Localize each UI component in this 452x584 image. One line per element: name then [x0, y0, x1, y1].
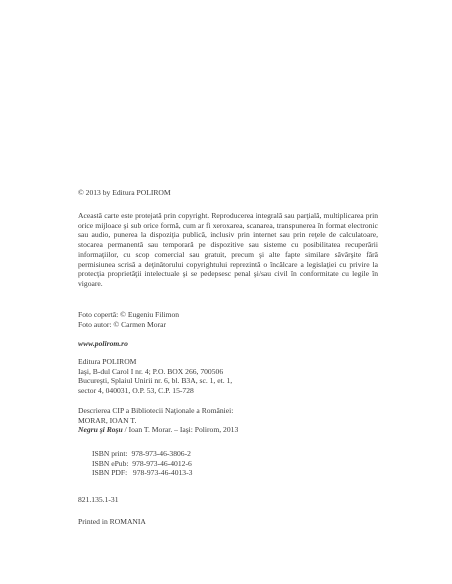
isbn-epub: ISBN ePub: 978-973-46-4012-6: [92, 458, 192, 468]
printed-in: Printed in ROMANIA: [78, 517, 146, 526]
copyright-line: © 2013 by Editura POLIROM: [78, 188, 171, 197]
author-photo-credit: Foto autor: © Carmen Morar: [78, 319, 167, 329]
publisher-website: www.polirom.ro: [78, 339, 128, 348]
publisher-address-line: sector 4, 040031, O.P. 53, C.P. 15-728: [78, 386, 194, 396]
book-title: Negru şi Roşu: [78, 425, 123, 435]
cip-title-line: [78, 425, 378, 435]
cip-author: MORAR, IOAN T.: [78, 415, 137, 425]
legal-notice: Această carte este protejată prin copyright. Reproducerea integrală sau parţială, multiplicarea prin orice mijloace şi sub orice formă, cum ar fi xeroxarea, scanarea, transpunerea în format electronic sau audio, punerea la dispoziţia publică, inclusiv prin internet sau prin reţele de calculatoare, stocarea permanentă sau temporară pe dispozitive sau sisteme cu posibilitatea recuperării informaţiilor, cu scop comercial sau gratuit, precum şi alte fapte similare săvârşite fără permisiunea scrisă a deţinătorului copyrightului reprezintă o încălcare a legislaţiei cu privire la protecţia proprietăţii intelectuale şi se pedepsesc penal şi/sau civil în conformitate cu legile în vigoare.: [78, 211, 378, 288]
classification-code: 821.135.1-31: [78, 495, 119, 504]
publisher-name: Editura POLIROM: [78, 357, 137, 366]
photo-credits: [78, 310, 378, 329]
publisher-address-line: Bucureşti, Splaiul Unirii nr. 6, bl. B3A, sc. 1, et. 1,: [78, 376, 233, 386]
cip-imprint: / Ioan T. Morar. – Iaşi: Polirom, 2013: [122, 425, 239, 435]
isbn-list: [92, 449, 292, 478]
cip-header: Descrierea CIP a Bibliotecii Naţionale a României:: [78, 406, 234, 415]
isbn-print: ISBN print: 978-973-46-3806-2: [92, 449, 191, 458]
isbn-pdf: ISBN PDF: 978-973-46-4013-3: [92, 468, 193, 478]
publisher-address-line: Iaşi, B-dul Carol I nr. 4; P.O. BOX 266, 700506: [78, 366, 224, 376]
cip-description: [78, 406, 378, 435]
publisher-address: [78, 357, 378, 396]
cover-photo-credit: Foto copertă: © Eugeniu Filimon: [78, 310, 180, 319]
